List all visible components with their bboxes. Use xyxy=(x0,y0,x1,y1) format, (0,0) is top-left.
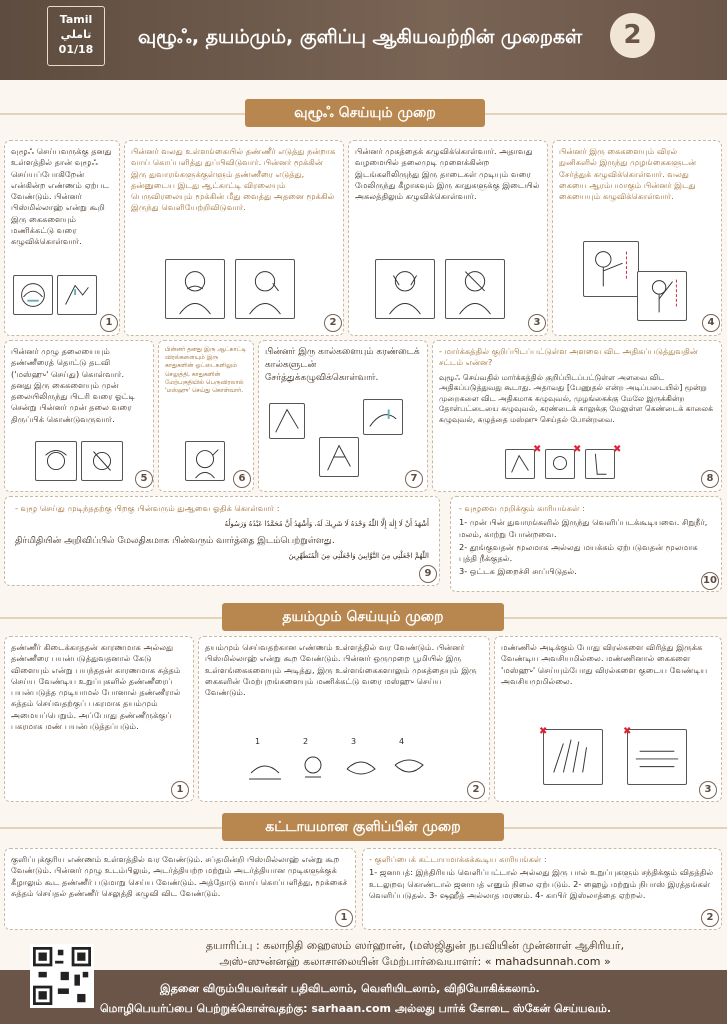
footer-line-2: மொழிபெயர்ப்பை பெற்றுக்கொள்வதற்கு: sarhaan.com அல்லது பார்க் கோடை ஸ்கேன் செய்யவம். xyxy=(100,1002,612,1015)
wudu-card-9 xyxy=(4,496,440,586)
wudu-card-10-title: - வுழூவை முறிக்கும் காரியங்கள் : xyxy=(459,503,585,513)
strike-earth-illustration xyxy=(245,749,285,785)
wipe-face-illustration xyxy=(293,749,333,785)
step-badge: 2 xyxy=(467,781,485,799)
wudu-card-7 xyxy=(258,340,428,492)
wash-foot-toes-illustration xyxy=(363,399,403,435)
ghusl-card-1-text: குளிப்புக்குரிய எண்ணம் உள்ளத்தில் வர வேண்டும். சப்தமின்றி பிஸ்மில்லாஹ் என்று கூற வேண்டும். பின்னர் முழு உடம்பிலும், அடர்த்தியற்ற மற்றும் அடர்த்தியான முடிகளுக்குக் கீழாலும் கூட தண்ணீர் படுமாறு செய்ய வேண்டும். அத்தோடு வாய் கொப்பளித்து, மூக்கைச் சுத்தம் செய்தல் தண்ணீர் செலுத்தி கழுவி விட வேண்டும். xyxy=(11,854,348,898)
step-badge: 1 xyxy=(100,314,118,332)
tag-native: تاملي xyxy=(60,28,92,41)
rinse-mouth-illustration xyxy=(165,259,225,319)
wash-arm-up-illustration xyxy=(637,271,687,321)
wudu-card-8-title: - மார்க்கத்தில் குறிப்பிடப்பட்டுள்ள அளவை விட அதிகப்படுத்துவதின் சட்டம் என்ன? xyxy=(439,346,698,368)
tayammum-card-3 xyxy=(494,636,722,802)
wudu-heading: வுழூஃ செய்யும் முறை xyxy=(245,99,485,127)
tayammum-step-label: 2 xyxy=(303,737,309,746)
ghusl-card-1 xyxy=(4,848,356,930)
wudu-card-6-text: பின்னர் தனது இரு ஆட்காட்டி விரல்களையும் இரு காதுகளின் ஓட்டைகளிலும் செலுத்தி, காதுகளின் மேற்பகுதியில் பெருவிரலால் 'மஸ்ஹு' செய்து கொள்வார். xyxy=(165,346,247,395)
wudu-card-5-text: பின்னர் முழு தலையையும் தண்ணீரைத் தொட்டு தடவி ('மஸ்ஹு' செய்து) கொள்வார். தனது இரு கைகளையும் முன் தலையிலிருந்து பிடரி வரை ஓட்டி சென்று பின்னர் முன் தலை வரை திருப்பிக் கொண்டுவருவார். xyxy=(11,346,135,424)
wash-face-illustration xyxy=(375,259,435,319)
step-badge: 8 xyxy=(701,470,719,488)
page-title: வுழூஃ, தயம்மும், குளிப்பு ஆகியவற்றின் முறைகள் xyxy=(138,26,583,48)
wudu-card-2-text: பின்னர் வலது உள்ளங்கையில் தண்ணீர் எடுத்து நன்றாக வாய் கொப்பளித்து துப்பிவிடுவார். பின்னர் மூக்கின் இரு துவாரங்களுக்குள்ளும் தண்ணீரை எடுத்து, தன்னுடைய இடது ஆட்காட்டி விரலையும் பெருவிரலையும் மூக்கின் மீது வைத்து அதனை மூக்கில் இருந்து வெளியேற்றிவிடுவார். xyxy=(131,146,336,213)
x-mark-icon: ✖ xyxy=(533,444,542,455)
wash-ankle-illustration xyxy=(319,437,359,477)
wudu-card-8-text: வுழூஃ செய்வதில் மார்க்கத்தில் குறிப்பிடப்பட்டுள்ள அளவை விட அதிகப்படுத்துவது கூடாது. அதாவது [பேணுதல் என்ற அடிப்படையில்] மூன்று முறைகளை விட அதிகமாக கழுவுவல், முழங்கைக்கு மேலே இருக்கின்ற தோள்பட்டையை கழுவுவல், கரண்டைக் காலுக்கு மேலுள்ள கெண்டைக் காலைக் கழுவுவல், கழுத்தை மஸ்ஹு செய்தல் போன்றவை. xyxy=(439,372,713,424)
hand-wash-illustration xyxy=(57,275,97,315)
ghusl-heading: கட்டாயமான குளிப்பின் முறை xyxy=(222,813,504,841)
step-badge: 4 xyxy=(702,314,720,332)
wudu-card-1-text: வுழூஃ செய்பவருக்கு தனது உள்ளத்தில் தான் வுழூஃ செய்யப்போகிறேன் என்கின்ற எண்ணம் ஏற்பட வேண்டும். பின்னர் பிஸ்மில்லாஹ் என்று கூறி இரு கைகளையும் மணிக்கட்டு வரை கழுவிக்கொள்வார். xyxy=(11,146,112,247)
ghusl-card-2-title: - குளிப்பைக் கட்டாயமாக்கக்கூடிய காரியங்கள் : xyxy=(369,854,547,864)
wudu-card-4-text: பின்னர் இரு கைகளையும் விரல் நுனிகளில் இருந்து முழங்கைகளுடன் சேர்த்துக் கழுவிக்கொள்வார். வலது கையை ஆரம்பமாகும் பின்னர் இடது கையையும் கழுவிக்கொள்வார். xyxy=(559,146,697,202)
wipe-hand-illustration xyxy=(341,749,381,785)
language-tag xyxy=(47,6,105,66)
wudu-card-1 xyxy=(4,140,120,336)
tag-page: 01/18 xyxy=(58,43,94,56)
wudu-card-10 xyxy=(450,496,722,592)
wash-foot-illustration xyxy=(269,403,305,439)
rinse-nose-illustration xyxy=(235,259,295,319)
wipe-head-illustration xyxy=(35,441,77,481)
tayammum-card-2-text: தயம்மும் செய்வதற்கான எண்ணம் உள்ளத்தில் வர வேண்டும். பின்னர் பிஸ்மில்லாஹ் என்று கூற வேண்டும். பின்னர் ஒருமுறை பூமியில் இரு உள்ளங்கைகளையும் அடித்து, இரு உள்ளங்கைகளாலும் முகத்தையும் இரு கைகளின் மேற்புறங்களையும் மணிக்கட்டு வரை மஸ்ஹு செய்ய வேண்டும். xyxy=(205,642,477,698)
dua-arabic-2: اللّٰهُمَّ اجْعَلْنِي مِنَ التَّوَّابِينَ وَاجْعَلْنِي مِنَ الْمُتَطَهِّرِينَ xyxy=(288,551,429,560)
interlace-fingers-illustration xyxy=(627,729,687,785)
tayammum-step-label: 1 xyxy=(255,737,261,746)
footer-bar xyxy=(0,970,727,1024)
step-badge: 5 xyxy=(135,470,153,488)
page-number: 2 xyxy=(610,13,655,58)
x-mark-icon: ✖ xyxy=(573,444,582,455)
tayammum-card-1 xyxy=(4,636,194,802)
wipe-head-back-illustration xyxy=(81,441,123,481)
step-badge: 1 xyxy=(335,909,353,927)
step-badge: 2 xyxy=(701,909,719,927)
wrong-leg-illustration xyxy=(585,449,615,479)
wrong-neck-illustration xyxy=(545,449,575,479)
wudu-card-7-text: பின்னர் இரு கால்களையும் கரண்டைக் கால்களுடன் சேர்த்துக்கழுவிக்கொள்வார். xyxy=(265,347,420,383)
wipe-ears-illustration xyxy=(185,441,225,481)
tag-language: Tamil xyxy=(59,13,93,26)
step-badge: 3 xyxy=(699,781,717,799)
ghusl-card-2-text: 1- ஜனாபத்: இந்திரியம் வெளிப்பட்டால் அல்லது இரு பால் உறுப்புகளும் சந்திக்கும் விதத்தில் உடலுறவு கொண்டால் ஜனாபத் எனும் நிலை ஏற்படும். 2- ஹைழ் மற்றும் நிபாஸ் இரத்தங்கள் வெளிப்படுதல். 3- ஷஹீத் அல்லாத மரணம். 4- காபிர் இஸ்லாத்தை ஏற்றல். xyxy=(369,867,714,900)
wudu-card-8 xyxy=(432,340,722,492)
wudu-card-3 xyxy=(348,140,548,336)
tayammum-heading: தயம்மும் செய்யும் முறை xyxy=(222,603,504,631)
step-badge: 9 xyxy=(419,565,437,583)
tayammum-card-2 xyxy=(198,636,490,802)
nullifier-2: 2- தூங்குவதன் மூலமாக அல்லது மயக்கம் ஏற்படுவதன் மூலமாக புத்தி நீக்குதல். xyxy=(459,541,698,564)
credit-line-1: தயாரிப்பு : கலாநிதி ஹைஸம் ஸர்ஹான், (மஸ்ஜிதுன் நபவியின் முன்னாள் ஆசிரியர், xyxy=(205,939,625,952)
wrong-shoulder-illustration xyxy=(505,449,535,479)
credit-block xyxy=(110,938,720,970)
wudu-card-9-text: திர்மிதியின் அறிவிப்பில் மேலதிகமாக பின்வரும் வார்த்தை இடம்பெற்றுள்ளது. xyxy=(15,535,335,546)
hands-illustration xyxy=(13,275,53,315)
wudu-card-3-text: பின்னர் முகத்தைக் கழுவிக்கொள்வார். அதாவது வழமையில் தலைமுடி முளைக்கின்ற இடங்களிலிருந்து இரு தாடைகள் முடியும் வரை மேலிருந்து கீழாகவும் இரு காதுகளுக்கு இடையில் அகலத்திலும் கழுவிக்கொள்வார். xyxy=(355,146,540,202)
wudu-card-5 xyxy=(4,340,154,492)
wudu-card-4 xyxy=(552,140,722,336)
tayammum-card-3-text: மண்ணில் அடிக்கும் போது விரல்களை விரித்து இருக்க வேண்டிய அவசியமில்லை. மண்ணினால் கைகளை 'மஸ்ஹு' செய்யும்போது விரல்களை குடைய வேண்டிய அவசியமுமில்லை. xyxy=(501,642,708,686)
footer-line-1: இதனை விரும்பியவர்கள் பதிவிடலாம், வெளியிடலாம், விநியோகிக்கலாம். xyxy=(160,982,540,995)
header-banner xyxy=(0,0,727,80)
nullifier-1: 1- முன் பின் துவாரங்களில் இருந்து வெளிப்படக்கூடியவை. சிறுநீர், மலம், காற்று போன்றவை. xyxy=(459,517,708,539)
wudu-card-9-title: - வுழூ செய்து முடிந்ததற்கு பிறகு பின்வரும் துஆவை ஓதிக் கொள்வார் : xyxy=(15,503,280,513)
x-mark-icon: ✖ xyxy=(623,726,632,737)
wudu-card-6 xyxy=(158,340,254,492)
tayammum-card-1-text: தண்ணீர் கிடைக்காததன் காரணமாக அல்லது தண்ணீரை பயன்படுத்துவதனால் கேடு விளையும் என்று பயந்ததன் காரணமாக சுத்தம் செய்ய வேண்டிய உறுப்புகளில் தண்ணீரைப் பயன்படுத்த முடியாமல் போனால் தண்ணீரால் சுத்தம் செய்வதற்குப் பகரமாக தயம்மும் அமையப்பெறும். அப்போது தண்ணீருக்குப் பகரமாக மண் பயன்படுத்தப்படும். xyxy=(11,642,181,732)
nullifier-3: 3- ஒட்டக இறைச்சி சாப்பிடுதல். xyxy=(459,566,577,577)
wudu-card-2 xyxy=(124,140,344,336)
x-mark-icon: ✖ xyxy=(539,726,548,737)
wash-face-side-illustration xyxy=(445,259,505,319)
wash-arm-illustration xyxy=(583,241,639,297)
wipe-other-hand-illustration xyxy=(389,749,429,785)
ghusl-card-2 xyxy=(362,848,722,930)
tayammum-step-label: 4 xyxy=(399,737,405,746)
credit-line-2: அஸ்-ஸுன்னஹ் கலாசாலையின் மேற்பார்வையாளர்: « mahadsunnah.com » xyxy=(219,955,611,968)
tayammum-step-label: 3 xyxy=(351,737,357,746)
step-badge: 2 xyxy=(324,314,342,332)
x-mark-icon: ✖ xyxy=(613,444,622,455)
step-badge: 3 xyxy=(528,314,546,332)
step-badge: 6 xyxy=(233,470,251,488)
qr-code-icon[interactable] xyxy=(30,944,94,1008)
dua-arabic-1: أَشْهَدُ أَنْ لَا إِلٰهَ إِلَّا اللّٰهُ وَحْدَهُ لَا شَرِيكَ لَهُ، وَأَشْهَدُ أَنَّ مُحَمَّدًا عَبْدُهُ وَرَسُولُهُ xyxy=(224,520,429,529)
step-badge: 10 xyxy=(701,572,719,590)
spread-fingers-illustration xyxy=(543,729,603,785)
step-badge: 7 xyxy=(405,470,423,488)
step-badge: 1 xyxy=(171,781,189,799)
